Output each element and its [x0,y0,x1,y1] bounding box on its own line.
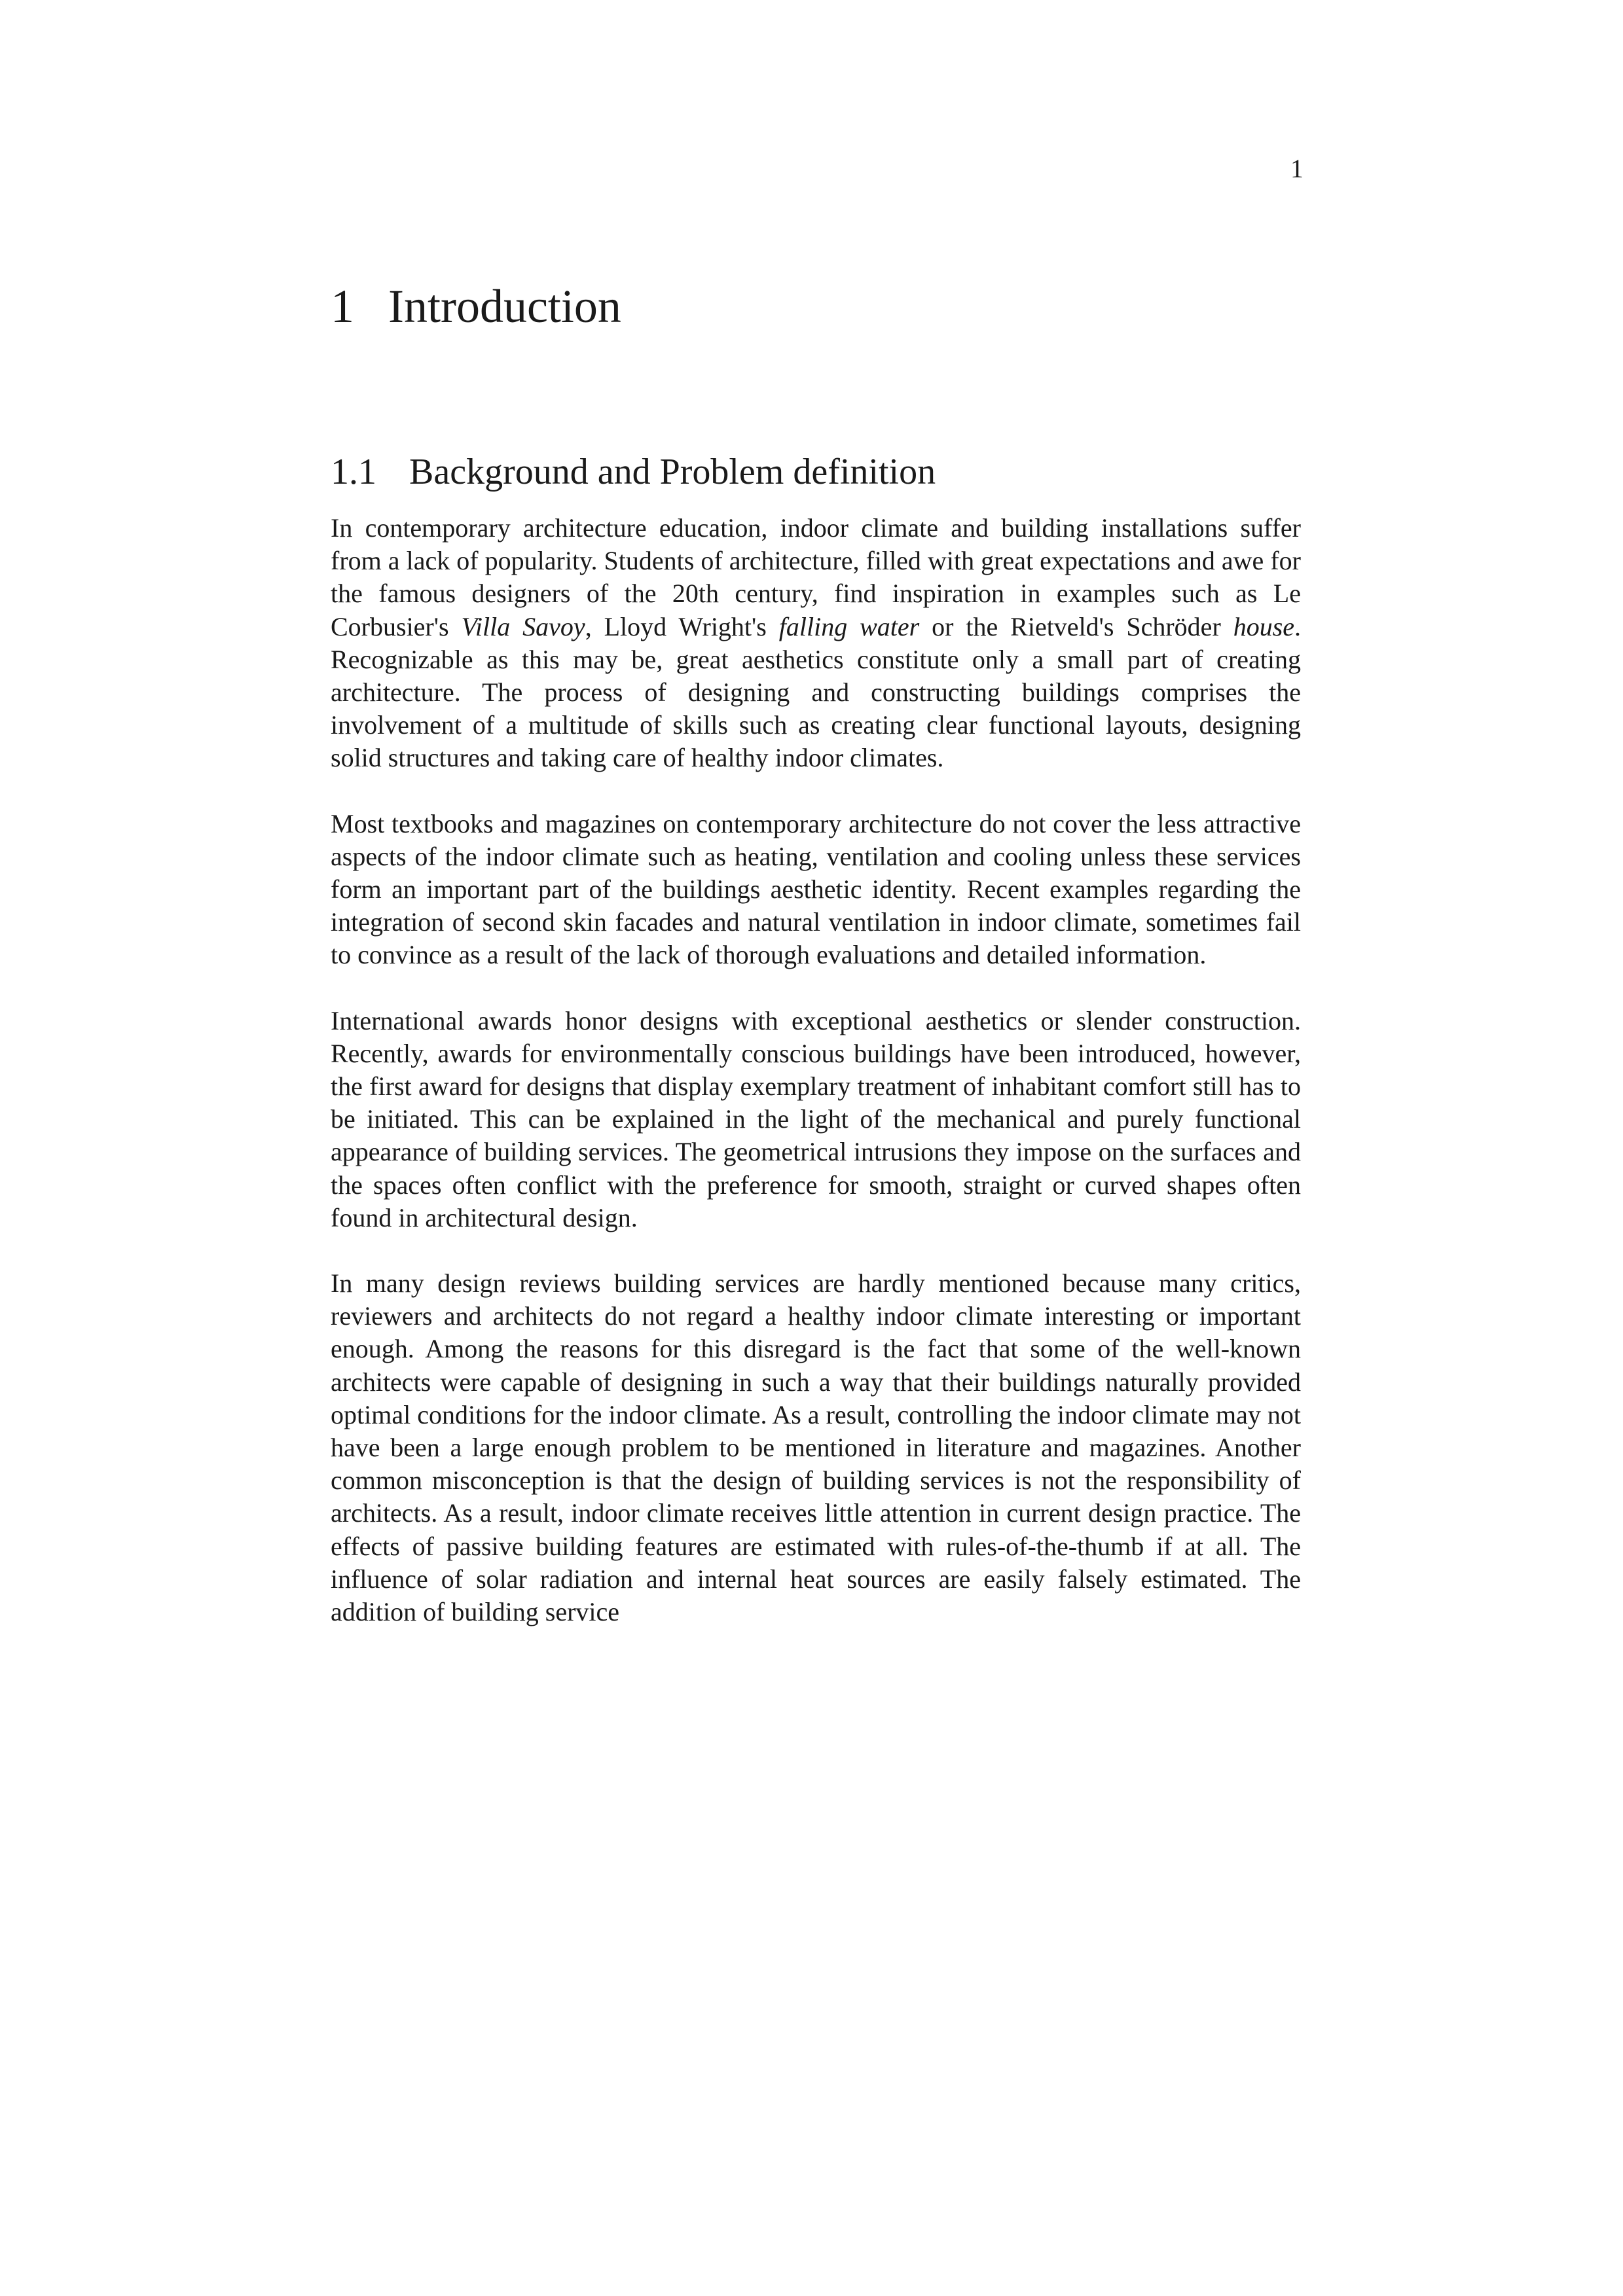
paragraph-1-text: , Lloyd Wright's [585,611,779,641]
falling-water-italic: falling water [778,611,920,641]
paragraph-1 [331,512,1301,775]
body-text [331,512,1301,1628]
paragraph-4: In many design reviews building services are hardly mentioned because many critics, reviewers and architects do not regard a healthy indoor climate interesting or important enough. Among the reasons for this disregard is the fact that some of the well-known architects were capable of designing in such a way that their buildings naturally provided optimal conditions for the indoor climate. As a result, controlling the indoor climate may not have been a large enough problem to be mentioned in literature and magazines. Another common misconception is that the design of building services is not the responsibility of architects. As a result, indoor climate receives little attention in current design practice. The effects of passive building features are estimated with rules-of-the-thumb if at all. The influence of solar radiation and internal heat sources are easily falsely estimated. The addition of building service [331,1268,1301,1627]
section-title-text: Background and Problem definition [409,452,936,492]
section-number: 1.1 [331,452,376,492]
paragraph-2: Most textbooks and magazines on contemporary architecture do not cover the less attractive aspects of the indoor climate such as heating, ventilation and cooling unless these services form an important part of the buildings aesthetic identity. Recent examples regarding the integration of second skin facades and natural ventilation in indoor climate, sometimes fail to convince as a result of the lack of thorough evaluations and detailed information. [331,808,1301,970]
house-italic: house [1233,611,1295,641]
page-number: 1 [1290,154,1304,183]
chapter-number: 1 [331,280,354,332]
villa-savoy-italic: Villa Savoy [461,611,585,641]
paragraph-1-text: . Recognizable as this may be, great aesthetics constitute only a small part of creating architecture. The process of designing and constructing buildings comprises the involvement of a multitude of skills such as creating clear functional layouts, designing solid structures and taking care of healthy indoor climates. [331,611,1302,773]
paragraph-3: International awards honor designs with exceptional aesthetics or slender construction. Recently, awards for environmentally conscious buildings have been introduced, however, the first award for designs that display exemplary treatment of inhabitant comfort still has to be initiated. This can be explained in the light of the mechanical and purely functional appearance of building services. The geometrical intrusions they impose on the surfaces and the spaces often conflict with the preference for smooth, straight or curved shapes often found in architectural design. [331,1005,1301,1232]
paragraph-1-text: In contemporary architecture education, indoor climate and building installations suffer from a lack of popularity. Students of architecture, filled with great expectations and awe for the famous designers of the 20th century, find inspiration in examples such as Le Corbusier's [331,513,1301,641]
section-title [331,454,936,490]
chapter-title-text: Introduction [388,280,621,332]
paragraph-1-text: or the Rietveld's Schröder [919,611,1233,641]
chapter-title [331,280,621,332]
